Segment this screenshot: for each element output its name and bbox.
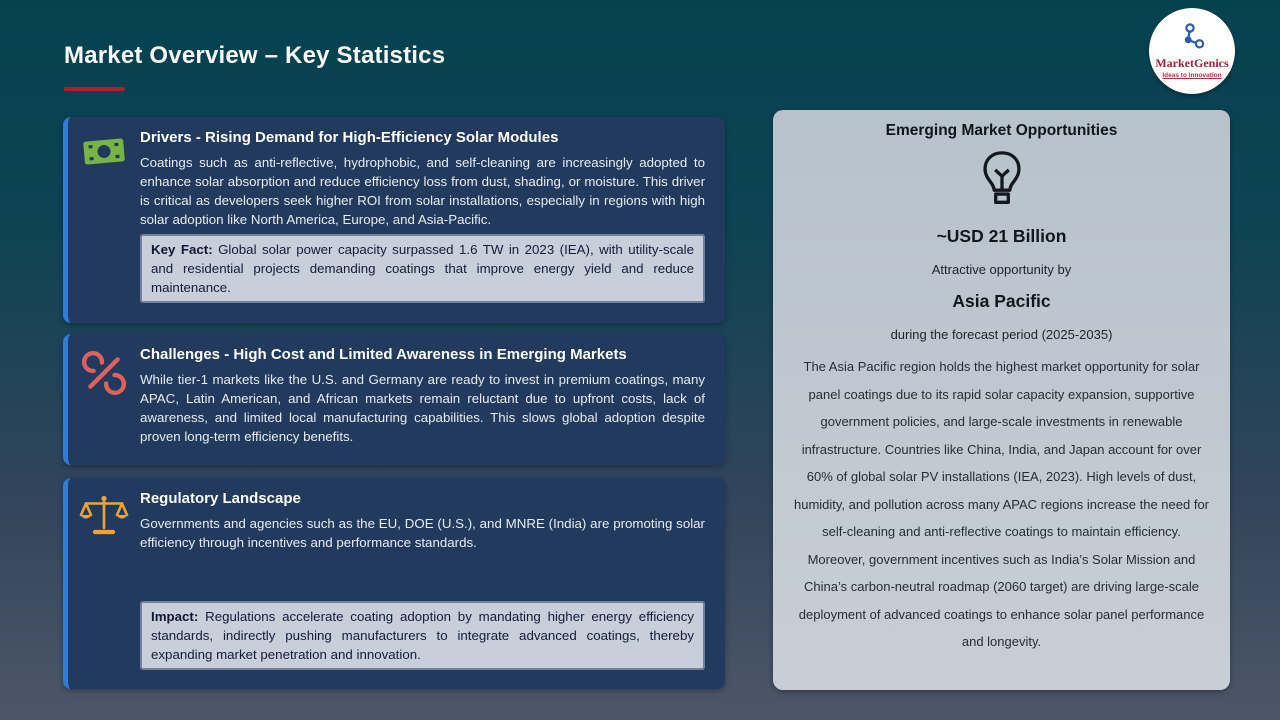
- challenges-card-title: Challenges - High Cost and Limited Awareness in Emerging Markets: [140, 346, 627, 363]
- opportunity-panel-title: Emerging Market Opportunities: [885, 122, 1118, 139]
- opportunity-period: during the forecast period (2025-2035): [890, 327, 1113, 342]
- regulatory-card: [63, 478, 725, 689]
- lightbulb-icon: [978, 150, 1026, 212]
- broken-link-icon: [81, 350, 127, 457]
- impact-text: Regulations accelerate coating adoption by mandating higher energy efficiency standards, indirectly pushing manufacturers to integrate advanced coatings, thereby expanding market penetration and innovation.: [151, 609, 694, 662]
- opportunity-region: Asia Pacific: [952, 291, 1051, 311]
- key-fact-text: Global solar power capacity surpassed 1.6 TW in 2023 (IEA), with utility-scale and residential projects demanding coatings that improve energy yield and reduce maintenance.: [151, 242, 694, 295]
- logo-tagline-text: Ideas to Innovation: [1162, 72, 1222, 79]
- impact-box: [140, 601, 705, 670]
- drivers-card-title: Drivers - Rising Demand for High-Efficiency Solar Modules: [140, 129, 559, 146]
- drivers-card-body: Coatings such as anti-reflective, hydrophobic, and self-cleaning are increasingly adopted to enhance solar absorption and reduce efficiency loss from dust, shading, or moisture. This driver is critical as developers seek higher ROI from solar installations, especially in regions with high solar adoption like North America, Europe, and Asia-Pacific.: [140, 155, 705, 227]
- regulatory-card-title: Regulatory Landscape: [140, 490, 301, 507]
- key-fact-label: Key Fact:: [151, 242, 213, 257]
- regulatory-card-body: Governments and agencies such as the EU, DOE (U.S.), and MNRE (India) are promoting solar efficiency through incentives and performance standards.: [140, 516, 705, 550]
- company-logo: [1149, 8, 1235, 94]
- key-statistics-cards: [63, 117, 725, 689]
- opportunity-value: ~USD 21 Billion: [936, 226, 1067, 246]
- challenges-card: [63, 334, 725, 465]
- opportunity-description: The Asia Pacific region holds the highest market opportunity for solar panel coatings due to its rapid solar capacity expansion, supportive government policies, and large-scale investments in renewable infrastructure. Countries like China, India, and Japan account for over 60% of global solar PV installations (IEA, 2023). High levels of dust, humidity, and pollution across many APAC regions increase the need for self-cleaning and anti-reflective coatings to maintain efficiency. Moreover, government incentives such as India’s Solar Mission and China’s carbon-neutral roadmap (2060 target) are driving large-scale deployment of advanced coatings to enhance solar panel performance and longevity.: [793, 359, 1210, 649]
- scales-icon: [79, 494, 129, 681]
- money-icon: [81, 133, 127, 315]
- logo-brand-text: MarketGenics: [1155, 56, 1229, 70]
- title-underline: [64, 87, 125, 91]
- molecule-icon: [1177, 23, 1207, 55]
- impact-label: Impact:: [151, 609, 199, 624]
- opportunity-panel: [773, 110, 1230, 690]
- drivers-card: [63, 117, 725, 323]
- challenges-card-body: While tier-1 markets like the U.S. and Germany are ready to invest in premium coatings, many APAC, Latin American, and African markets remain reluctant due to upfront costs, lack of awareness, and limited local manufacturing capabilities. This slows global adoption despite proven long-term efficiency benefits.: [140, 372, 705, 444]
- key-fact-box: [140, 234, 705, 303]
- opportunity-subtitle: Attractive opportunity by: [931, 262, 1072, 277]
- page-title: Market Overview – Key Statistics: [64, 42, 446, 69]
